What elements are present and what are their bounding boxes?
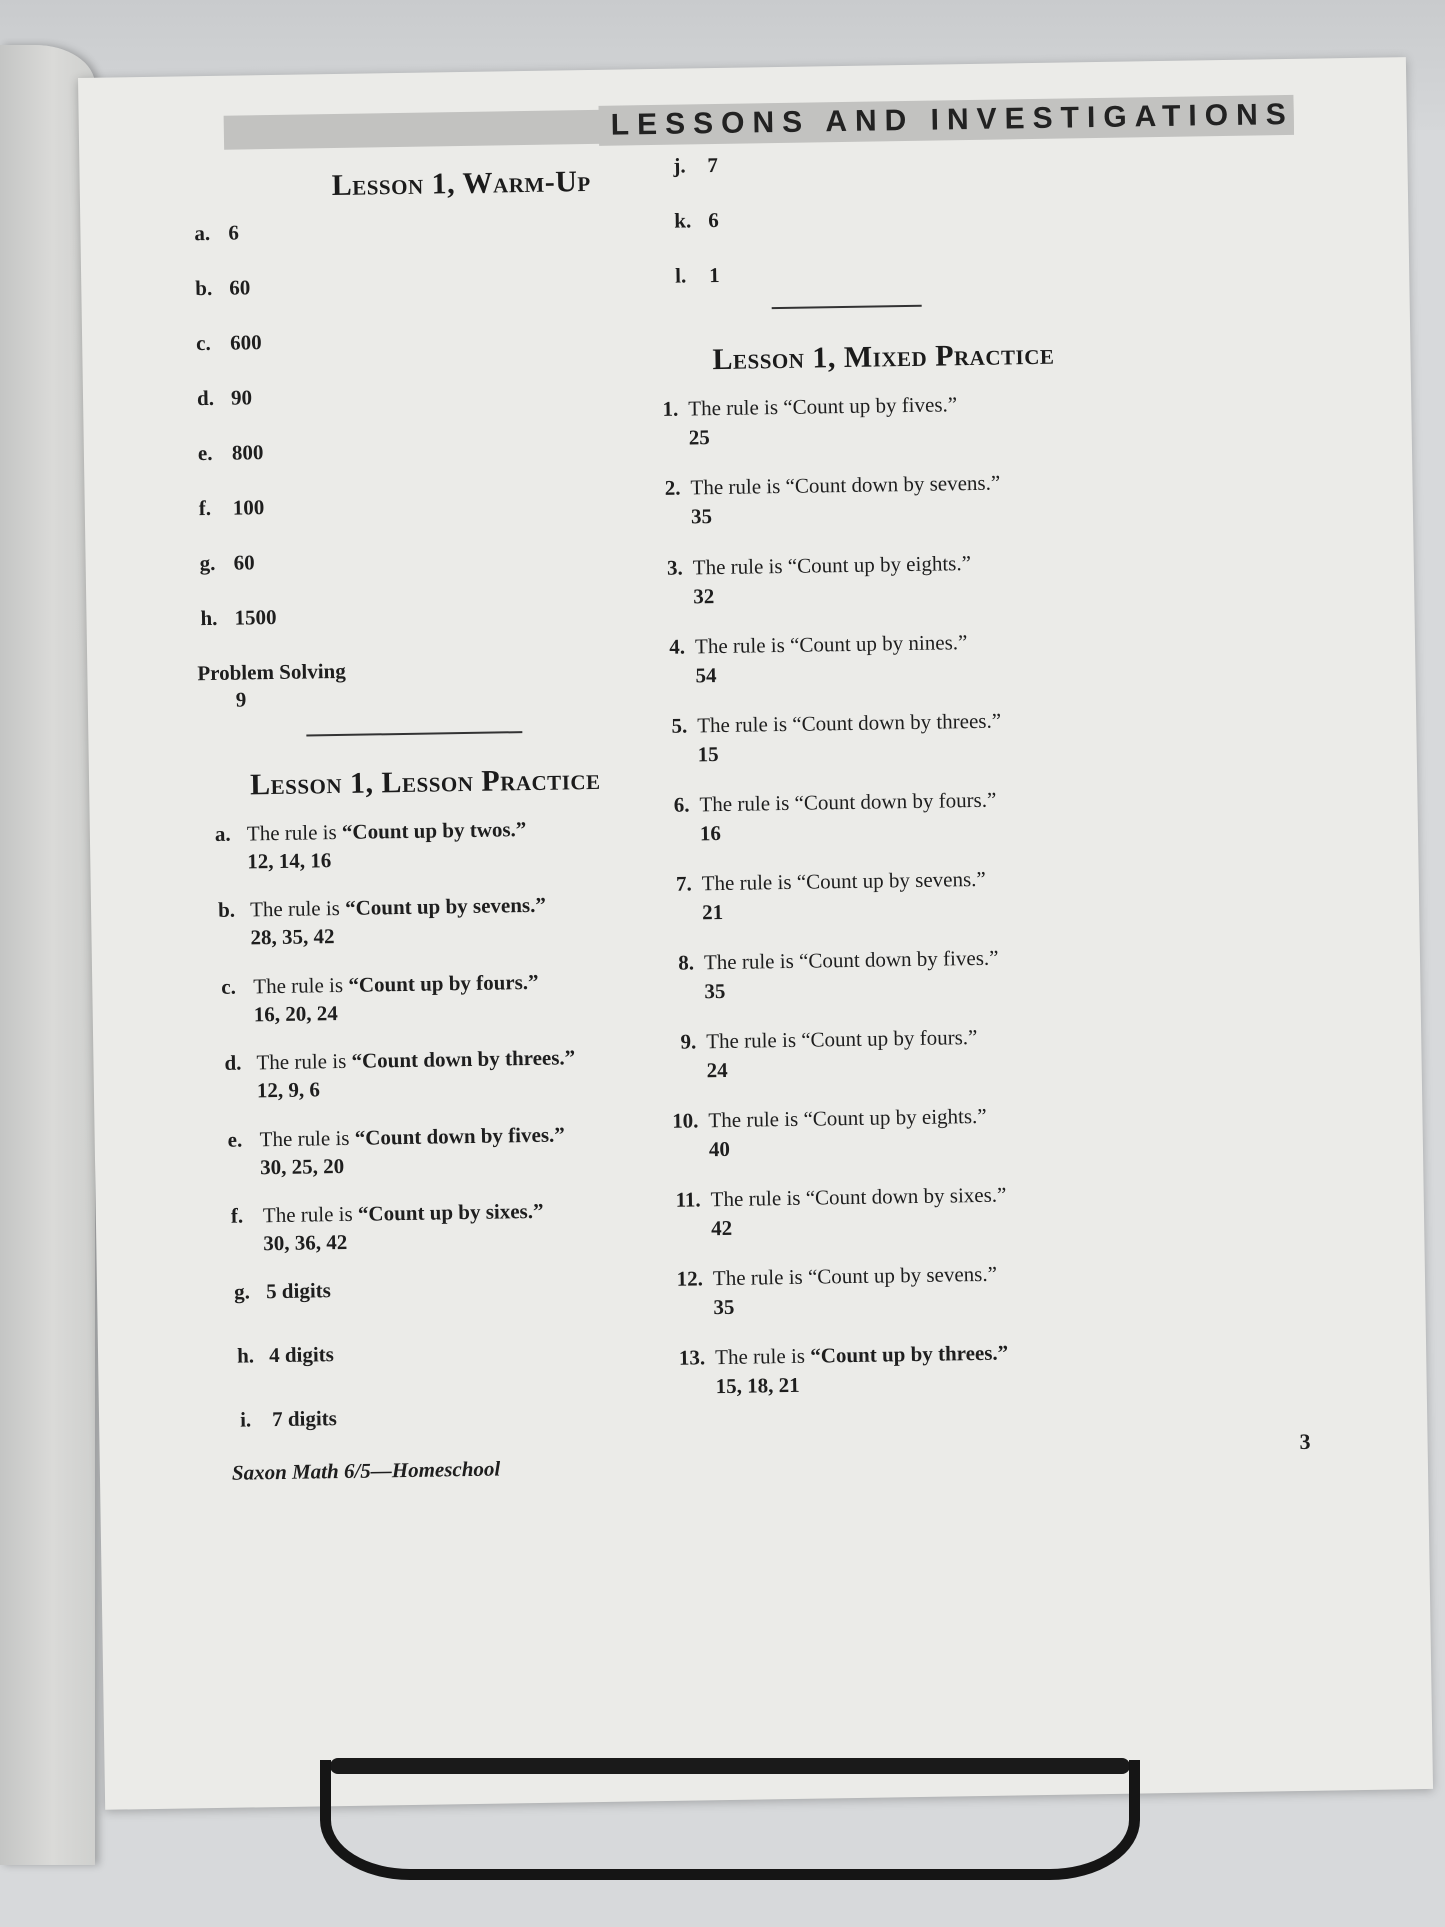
book-stand [320, 1760, 1140, 1880]
section-divider-right [772, 305, 922, 309]
warmup-item-b: b. 60 [195, 275, 251, 301]
warmup-item-l: l. 1 [674, 262, 720, 288]
warmup-item-c: c. 600 [195, 330, 262, 356]
warmup-item-d: d. 90 [196, 385, 253, 411]
warmup-item-f: f. 100 [198, 495, 265, 521]
practice-item-b: b. The rule is “Count up by sevens.” 28, 35, 42 [217, 892, 547, 950]
section-divider-left [306, 731, 522, 736]
mixed-item-10: 10. The rule is “Count up by eights.” 40 [672, 1103, 987, 1162]
practice-item-a: a. The rule is “Count up by twos.” 12, 14, 16 [214, 817, 527, 874]
mixed-item-13: 13. The rule is “Count up by threes.” 15, 18, 21 [678, 1340, 1009, 1399]
warmup-item-e: e. 800 [197, 440, 264, 466]
practice-item-i: i. 7 digits [239, 1406, 338, 1432]
lesson-practice-heading: Lesson 1, Lesson Practice [249, 762, 601, 802]
problem-solving-label: Problem Solving [197, 658, 346, 686]
mixed-item-9: 9. The rule is “Count up by fours.” 24 [680, 1024, 978, 1083]
page-number: 3 [1299, 1428, 1311, 1454]
problem-solving-value: 9 [235, 687, 247, 712]
practice-item-d: d. The rule is “Count down by threes.” 12, 9, 6 [224, 1045, 576, 1103]
warmup-item-j: j. 7 [673, 152, 719, 178]
workbook-page [78, 57, 1433, 1810]
practice-item-g: g. 5 digits [233, 1278, 332, 1304]
mixed-item-11: 11. The rule is “Count down by sixes.” 42 [675, 1182, 1007, 1241]
mixed-item-12: 12. The rule is “Count up by sevens.” 35 [676, 1261, 998, 1320]
left-page-edge [0, 45, 95, 1865]
mixed-item-7: 7. The rule is “Count up by sevens.” 21 [675, 866, 986, 925]
mixed-item-2: 2. The rule is “Count down by sevens.” 35 [664, 470, 1001, 529]
warmup-item-k: k. 6 [674, 207, 719, 233]
mixed-practice-heading: Lesson 1, Mixed Practice [712, 337, 1055, 377]
practice-item-c: c. The rule is “Count up by fours.” 16, 20, 24 [221, 969, 539, 1027]
warmup-item-g: g. 60 [199, 550, 255, 576]
header-band [224, 99, 1294, 150]
practice-item-h: h. 4 digits [236, 1342, 335, 1368]
warmup-heading: Lesson 1, Warm-Up [331, 164, 591, 203]
warmup-item-h: h. 1500 [200, 604, 277, 631]
mixed-item-3: 3. The rule is “Count up by eights.” 32 [666, 551, 972, 609]
practice-item-e: e. The rule is “Count down by fives.” 30, 25, 20 [227, 1122, 565, 1180]
footer-book-title: Saxon Math 6/5—Homeschool [231, 1456, 501, 1485]
warmup-item-a: a. 6 [194, 220, 240, 246]
mixed-item-8: 8. The rule is “Count down by fives.” 35 [678, 945, 999, 1004]
practice-item-f: f. The rule is “Count up by sixes.” 30, 36, 42 [230, 1198, 544, 1256]
mixed-item-5: 5. The rule is “Count down by threes.” 15 [671, 708, 1002, 767]
header-title: LESSONS AND INVESTIGATIONS [598, 95, 1294, 146]
mixed-item-4: 4. The rule is “Count up by nines.” 54 [669, 630, 968, 688]
mixed-item-1: 1. The rule is “Count up by fives.” 25 [662, 392, 958, 450]
mixed-item-6: 6. The rule is “Count down by fours.” 16 [673, 787, 997, 846]
